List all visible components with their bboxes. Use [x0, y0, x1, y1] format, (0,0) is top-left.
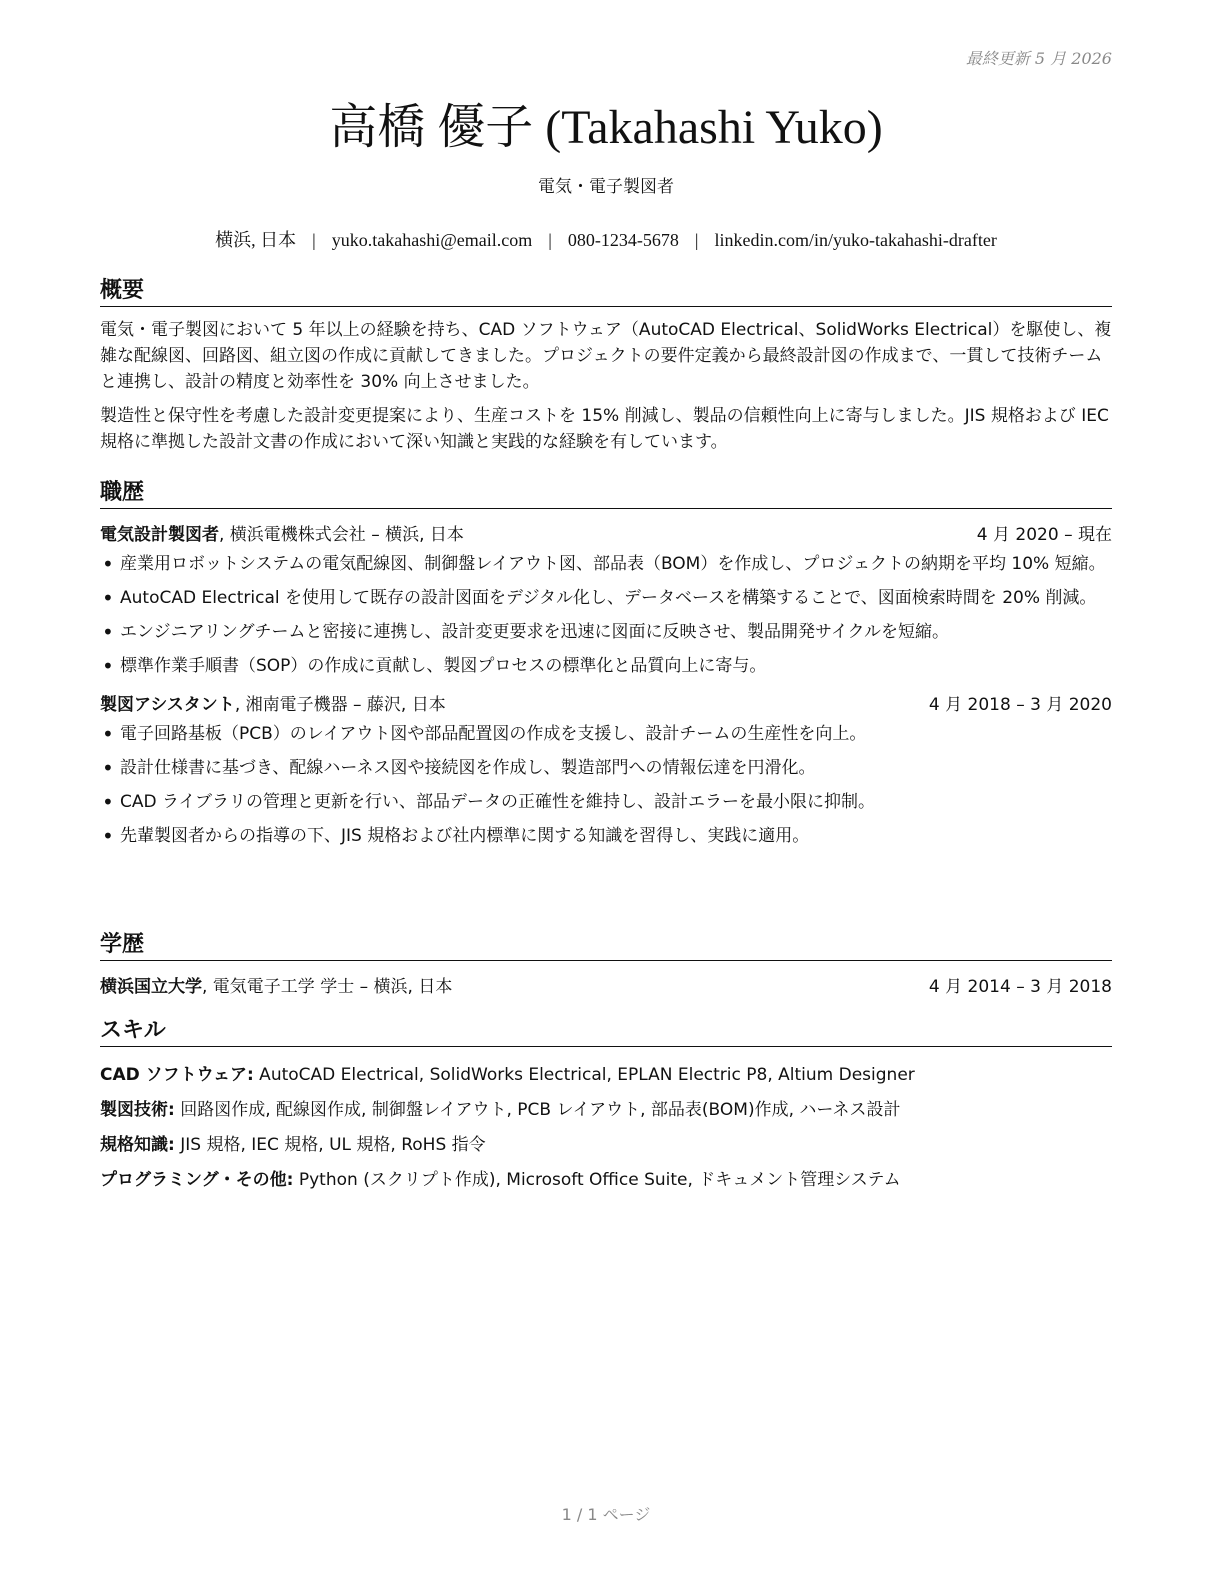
email-link[interactable]: yuko.takahashi@email.com	[331, 230, 533, 250]
list-item: • 設計仕様書に基づき、配線ハーネス図や接続図を作成し、製造部門への情報伝達を円滑化。	[100, 755, 1112, 781]
list-item: • 標準作業手順書（SOP）の作成に貢献し、製図プロセスの標準化と品質向上に寄与。	[100, 653, 1112, 679]
list-item: • AutoCAD Electrical を使用して既存の設計図面をデジタル化し、データベースを構築することで、図面検索時間を 20% 削減。	[100, 585, 1112, 611]
skill-label: 製図技術:	[100, 1100, 175, 1120]
contact-line	[100, 226, 1112, 252]
phone: 080-1234-5678	[567, 230, 679, 250]
job-entry	[100, 693, 1112, 849]
skill-row	[100, 1063, 1112, 1087]
list-item: • 先輩製図者からの指導の下、JIS 規格および社内標準に関する知識を習得し、実践に適用。	[100, 823, 1112, 849]
linkedin-link[interactable]: linkedin.com/in/yuko-takahashi-drafter	[714, 230, 997, 250]
education-entry	[100, 975, 1112, 999]
job-bullets	[100, 721, 1112, 849]
section-heading-experience: 職歴	[100, 480, 1112, 509]
education-dates: 4 月 2014 – 3 月 2018	[928, 977, 1112, 997]
separator: |	[548, 230, 552, 250]
skill-value: AutoCAD Electrical, SolidWorks Electrical, EPLAN Electric P8, Altium Designer	[253, 1065, 915, 1085]
degree-detail: , 電気電子工学 学士 – 横浜, 日本	[202, 977, 453, 997]
skill-label: 規格知識:	[100, 1135, 175, 1155]
job-role: 電気設計製図者	[100, 525, 219, 545]
job-dates: 4 月 2018 – 3 月 2020	[928, 695, 1112, 715]
skill-row	[100, 1098, 1112, 1122]
list-item: • エンジニアリングチームと密接に連携し、設計変更要求を迅速に図面に反映させ、製品開発サイクルを短縮。	[100, 619, 1112, 645]
skill-value: JIS 規格, IEC 規格, UL 規格, RoHS 指令	[174, 1135, 486, 1155]
summary-paragraph: 電気・電子製図において 5 年以上の経験を持ち、CAD ソフトウェア（AutoCAD Electrical、SolidWorks Electrical）を駆使し、複雑な配線図、回路図、組立図の作成に貢献してきました。プロジェクトの要件定義から最終設計図の作成まで、一貫して技術チームと連携し、設計の精度と効率性を 30% 向上させました。	[100, 320, 1112, 392]
job-entry	[100, 523, 1112, 679]
candidate-name: 高橋 優子 (Takahashi Yuko)	[329, 101, 883, 154]
school-name: 横浜国立大学	[100, 977, 202, 997]
list-item: • CAD ライブラリの管理と更新を行い、部品データの正確性を維持し、設計エラーを最小限に抑制。	[100, 789, 1112, 815]
job-bullets	[100, 551, 1112, 679]
separator: |	[694, 230, 699, 250]
education-section	[100, 932, 1112, 999]
skill-row	[100, 1168, 1112, 1192]
location: 横浜, 日本	[215, 230, 297, 250]
job-company: , 湘南電子機器 – 藤沢, 日本	[234, 695, 446, 715]
experience-section	[100, 480, 1112, 857]
job-dates: 4 月 2020 – 現在	[976, 525, 1112, 545]
summary-section	[100, 278, 1112, 455]
skills-list	[100, 1063, 1112, 1192]
section-heading-education: 学歴	[100, 932, 1112, 961]
summary-paragraph: 製造性と保守性を考慮した設計変更提案により、生産コストを 15% 削減し、製品の信頼性向上に寄与しました。JIS 規格および IEC 規格に準拠した設計文書の作成において深い知識と実践的な経験を有しています。	[100, 406, 1109, 452]
job-company: , 横浜電機株式会社 – 横浜, 日本	[219, 525, 464, 545]
job-role: 製図アシスタント	[100, 695, 235, 715]
skill-row	[100, 1133, 1112, 1157]
resume-page	[100, 0, 1112, 1584]
section-heading-summary: 概要	[100, 278, 1112, 307]
job-header	[100, 693, 1112, 717]
separator: |	[312, 230, 316, 250]
job-title: 電気・電子製図者	[538, 177, 674, 197]
last-updated: 最終更新 5 月 2026	[965, 49, 1112, 68]
page-number: 1 / 1 ページ	[561, 1505, 651, 1524]
skill-value: 回路図作成, 配線図作成, 制御盤レイアウト, PCB レイアウト, 部品表(BOM)作成, ハーネス設計	[174, 1100, 901, 1120]
list-item: • 電子回路基板（PCB）のレイアウト図や部品配置図の作成を支援し、設計チームの生産性を向上。	[100, 721, 1112, 747]
skill-label: CAD ソフトウェア:	[100, 1065, 254, 1085]
skill-label: プログラミング・その他:	[100, 1170, 294, 1190]
list-item: • 産業用ロボットシステムの電気配線図、制御盤レイアウト図、部品表（BOM）を作成し、プロジェクトの納期を平均 10% 短縮。	[100, 551, 1112, 577]
section-heading-skills: スキル	[100, 1018, 1112, 1047]
skill-value: Python (スクリプト作成), Microsoft Office Suite, ドキュメント管理システム	[293, 1170, 901, 1190]
job-header	[100, 523, 1112, 547]
skills-section	[100, 1018, 1112, 1203]
